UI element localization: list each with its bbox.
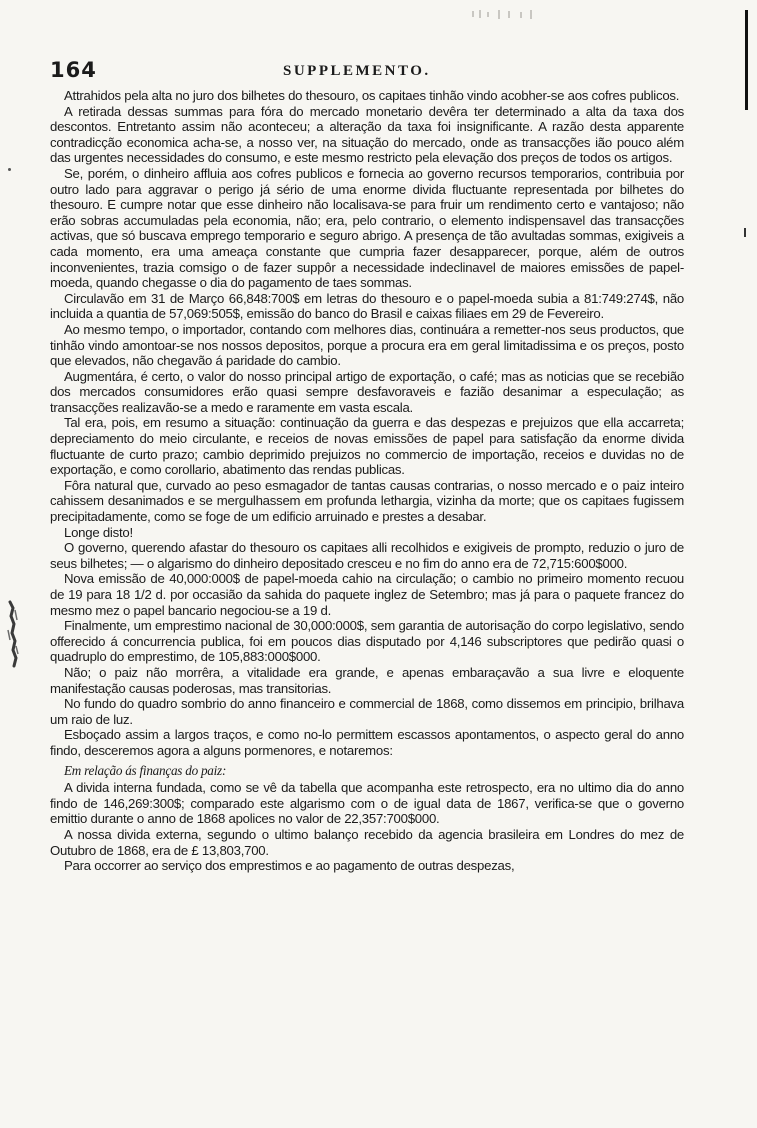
left-margin-speck (8, 168, 11, 171)
paragraph: A divida interna fundada, como se vê da tabella que acompanha este retrospecto, era no ultimo dia do anno findo de 146,269:300$; comparado este algarismo com o de igual data de 1867, verifica-se que o governo emittio durante o anno de 1868 apolices no valor de 22,357:700$000. (50, 780, 684, 827)
paragraph: Finalmente, um emprestimo nacional de 30,000:000$, sem garantia de autorisação do corpo legislativo, sendo offerecido á concurrencia publica, foi em poucos dias disputado por 4,146 subscriptores que pedirão quasi o quadruplo do emprestimo, de 105,883:000$000. (50, 618, 684, 665)
paragraph: Para occorrer ao serviço dos emprestimos e ao pagamento de outras despezas, (64, 858, 515, 874)
paragraph: Longe disto! (64, 524, 133, 540)
running-title: SUPPLEMENTO. (283, 63, 431, 79)
paragraph: Esboçado assim a largos traços, e como no-lo permittem escassos apontamentos, o aspecto geral do anno findo, desceremos agora a alguns pormenores, e notaremos: (50, 727, 684, 758)
paragraph: No fundo do quadro sombrio do anno financeiro e commercial de 1868, como dissemos em principio, brilhava um raio de luz. (50, 696, 684, 727)
paragraph: Tal era, pois, em resumo a situação: continuação da guerra e das despezas e prejuizos que ella accarreta; depreciamento do meio circulante, e receios de novas emissões de papel para satisfação da enorme divida fluctuante de curto prazo; cambio deprimido prejuizos no commercio de importação, receios e duvidas no de exportação, e como corollario, abatimento das rendas publicas. (50, 415, 684, 478)
paragraph: A retirada dessas summas para fóra do mercado monetario devêra ter determinado a alta da taxa dos descontos. Entretanto assim não aconteceu; a alteração da taxa foi insignificante. A razão desta apparente contradicção economica acha-se, a nosso ver, na situação do mercado, onde as transacções ião pouco além das urgentes necessidades do consumo, e este mesmo restricto pela elevação dos preços de todos os artigos. (50, 103, 684, 166)
paragraph: Circulavão em 31 de Março 66,848:700$ em letras do thesouro e o papel-moeda subia a 81:749:274$, não incluida a quantia de 57,069:505$, emissão do banco do Brasil e caixas filiaes em 29 de Fevereiro. (50, 290, 684, 322)
page-header (50, 58, 684, 84)
right-margin-rule (745, 10, 748, 110)
section-subheading: Em relação ás finanças do paiz: (64, 762, 227, 778)
paragraph: A nossa divida externa, segundo o ultimo balanço recebido da agencia brasileira em Londres do mez de Outubro de 1868, era de £ 13,803,700. (50, 826, 684, 858)
paragraph: Fôra natural que, curvado ao peso esmagador de tantas causas contrarias, o nosso mercado e o paiz inteiro cahissem desanimados e se mergulhassem em profunda lethargia, vizinha da morte; que os capitaes fugissem precipitadamente, como se foge de um edificio arruinado e prestes a desabar. (50, 477, 684, 525)
paragraph: Ao mesmo tempo, o importador, contando com melhores dias, continuára a remetter-nos seus productos, que tinhão vindo amontoar-se nos nossos depositos, porque a procura era em geral limitadissima e os preços, posto que elevados, não chegavão á paridade do cambio. (50, 321, 684, 369)
paragraph: Attrahidos pela alta no juro dos bilhetes do thesouro, os capitaes tinhão vindo acobher-se aos cofres publicos. (64, 88, 680, 103)
paragraph: Não; o paiz não morrêra, a vitalidade era grande, e apenas embaraçavão a sua livre e eloquente manifestação causas poderosas, mas transitorias. (50, 664, 684, 696)
page (50, 58, 684, 874)
top-margin-smudge (470, 8, 540, 22)
page-number: 164 (50, 58, 97, 82)
paragraph: O governo, querendo afastar do thesouro os capitaes alli recolhidos e exigiveis de prompto, reduzio o juro de seus bilhetes; — o algarismo do dinheiro depositado cresceu e no fim do anno era de 72,715:600$000. (50, 540, 684, 571)
paragraph: Augmentára, é certo, o valor do nosso principal artigo de exportação, o café; mas as noticias que se recebião dos mercados consumidores erão quasi sempre desfavoraveis e fazião desanimar a especulação; as transacções realizavão-se a medo e raramente em vasta escala. (50, 368, 684, 415)
body-text (50, 88, 684, 874)
right-margin-mark (744, 228, 746, 237)
paragraph: Se, porém, o dinheiro affluia aos cofres publicos e fornecia ao governo recursos temporarios, contribuia por outro lado para aggravar o perigo já sério de uma enorme divida fluctuante representada por bilhetes do thesouro. E cumpre notar que esse dinheiro não localisava-se para fruir um rendimento certo e vantajoso; não erão sobras accumuladas pela economia, não; era, pelo contrario, o elemento indispensavel das transacções activas, que só buscava emprego temporario e seguro abrigo. A presença de tão avultadas sommas, exigiveis a cada momento, era uma ameaça constante que cumpria fazer desapparecer, porque, além de outros inconvenientes, trazia comsigo o de fazer suppôr a necessidade indeclinavel de maiores emissões de papel-moeda, quando chegasse o dia do pagamento de taes sommas. (50, 165, 684, 291)
left-margin-binding-mark (4, 600, 20, 670)
paragraph: Nova emissão de 40,000:000$ de papel-moeda cahio na circulação; o cambio no primeiro momento recuou de 19 para 18 1/2 d. por occasião da sahida do paquete inglez de Setembro; mas já para o paquete francez do mesmo mez o papel bancario negociou-se a 19 d. (50, 571, 684, 618)
